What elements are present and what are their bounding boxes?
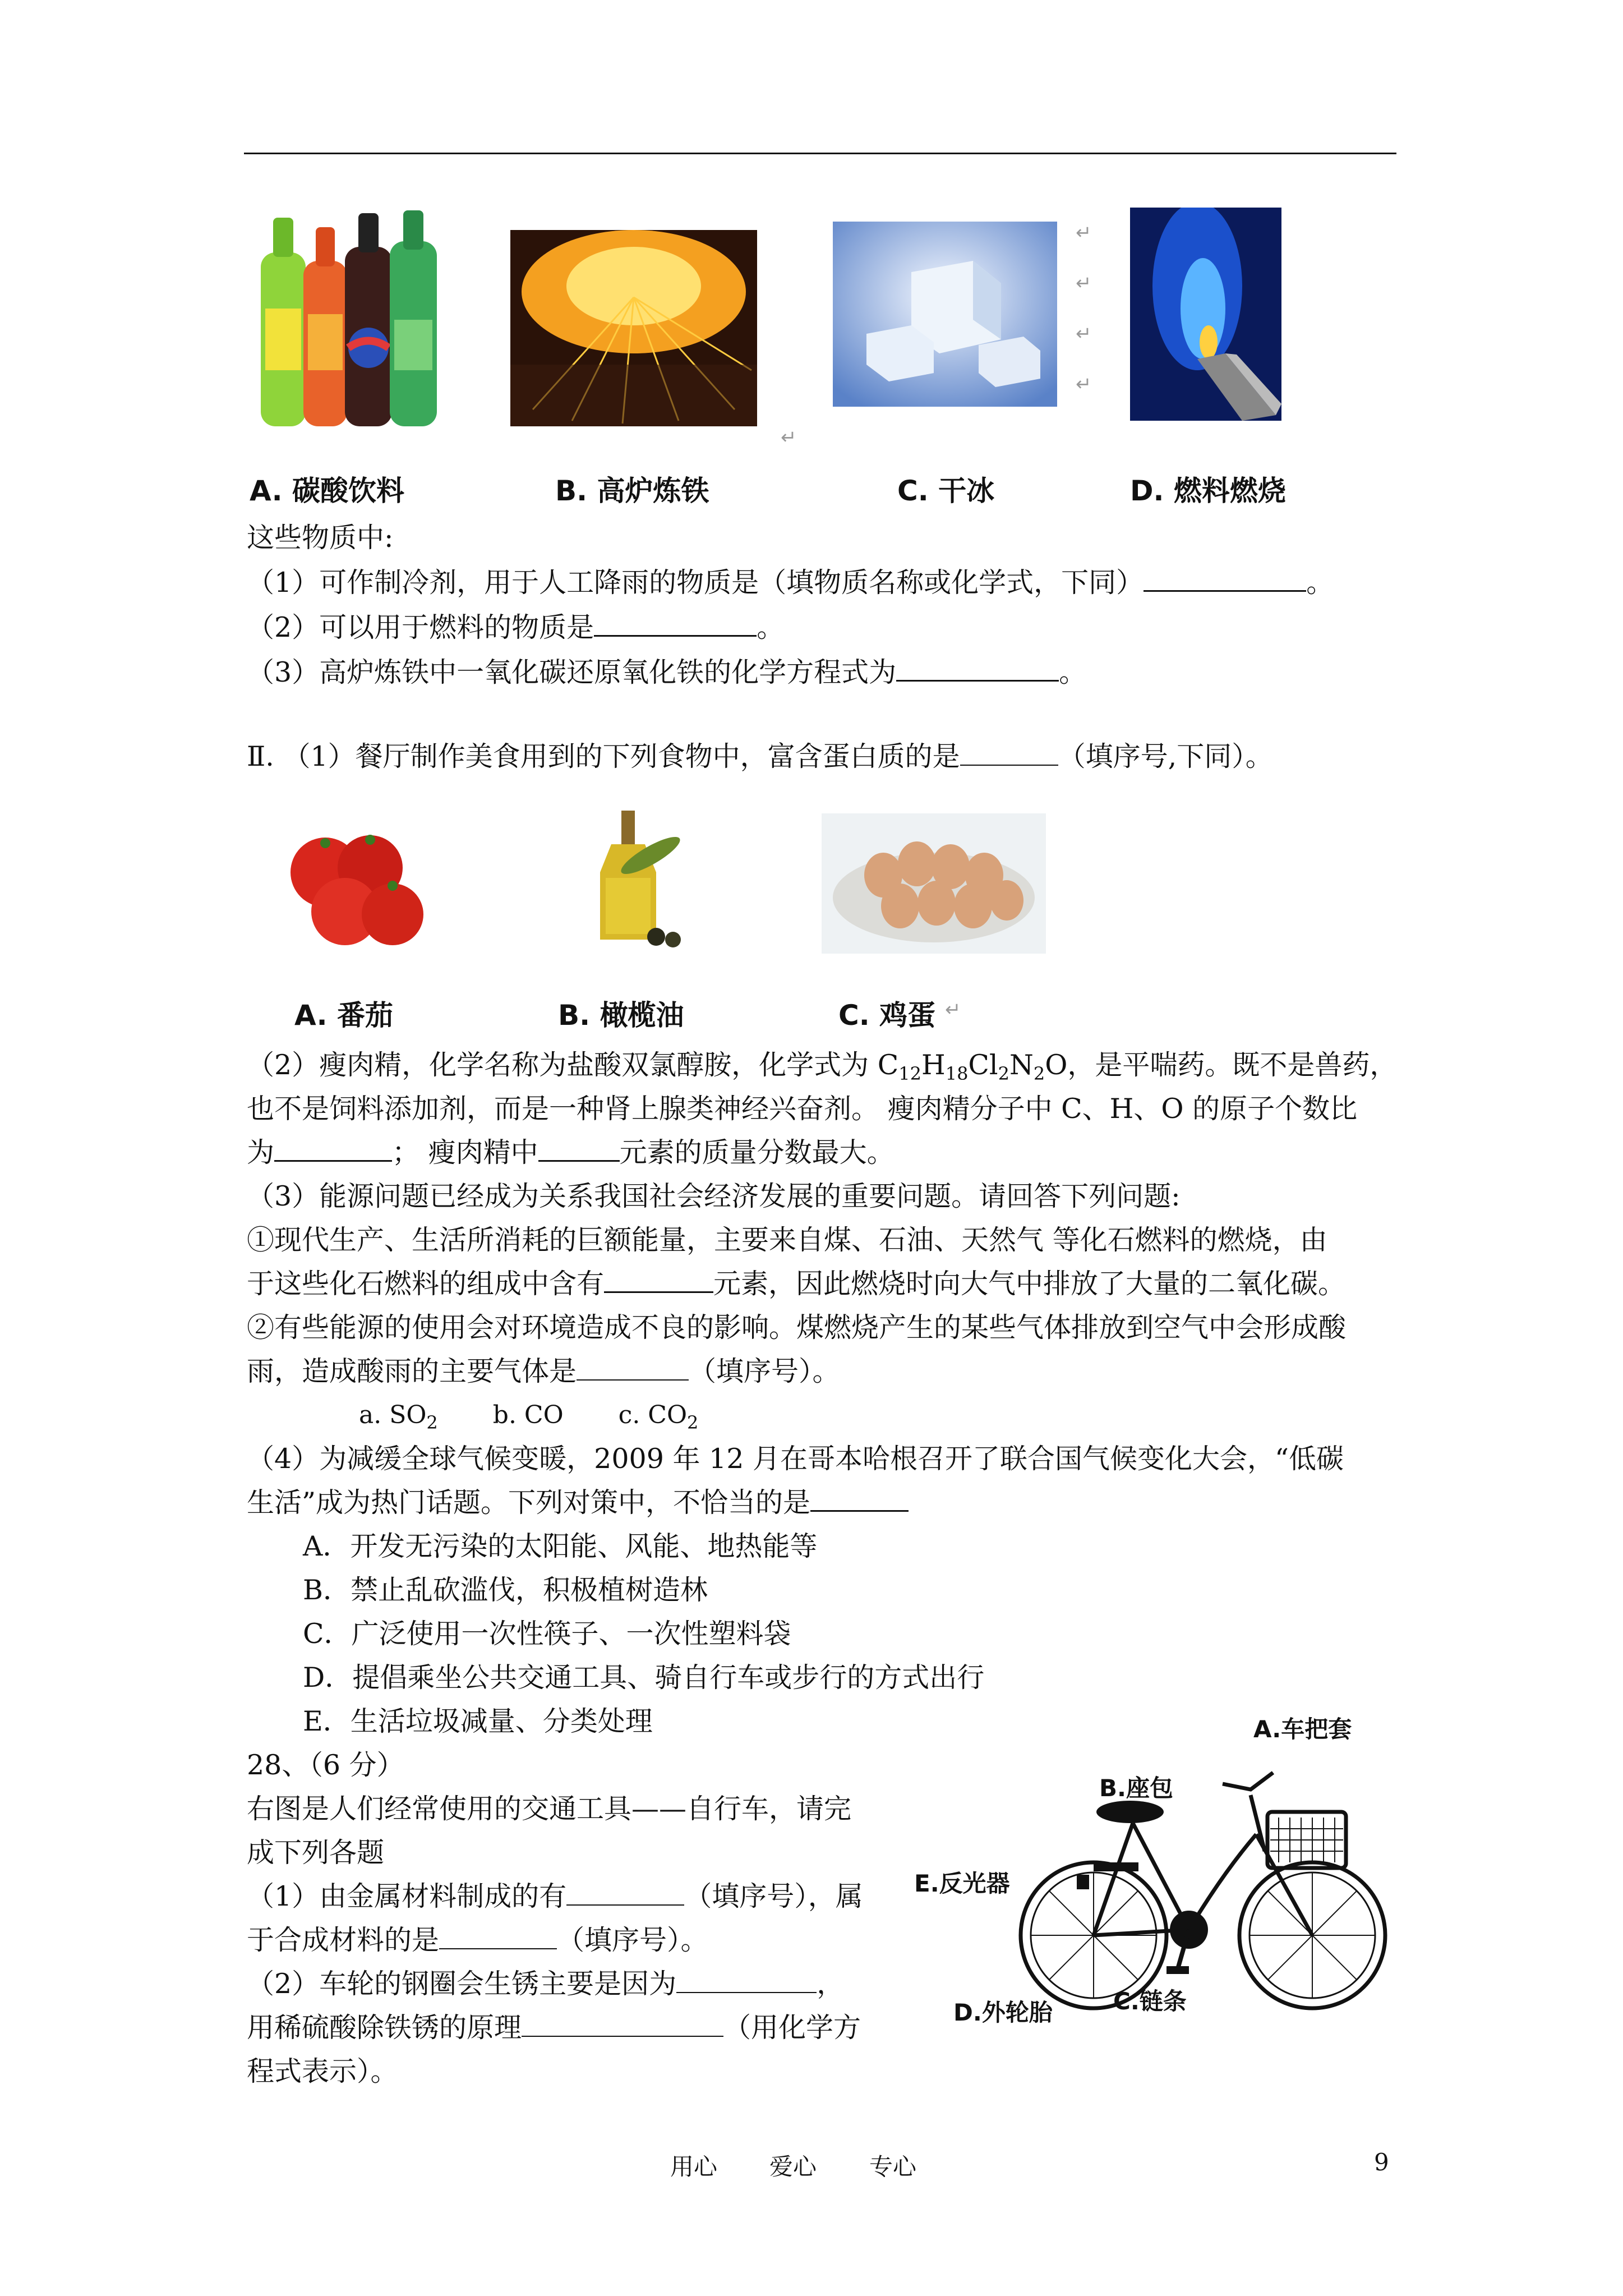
- answer-blank[interactable]: [604, 1267, 713, 1293]
- bike-label-seat: B.座包: [1099, 1774, 1173, 1802]
- option-b-furnace: B. 高炉炼铁: [555, 475, 709, 507]
- part1-q3: （3）高炉炼铁中一氧化碳还原氧化铁的化学方程式为 。: [247, 656, 1087, 688]
- gas-choices: a. $SO_2$ b. CO c. $CO_2$: [359, 1401, 699, 1433]
- paragraph-mark: ↵: [1076, 373, 1092, 395]
- q4-option-a: A．开发无污染的太阳能、风能、地热能等: [303, 1530, 818, 1562]
- option-a-soda: A. 碳酸饮料: [250, 475, 405, 507]
- footer-motto-1: 用心: [670, 2153, 718, 2180]
- part2-q4-line1: （4）为减缓全球气候变暖，2009 年 12 月在哥本哈根召开了联合国气候变化大会，“低碳: [247, 1443, 1344, 1475]
- footer-motto-2: 爱心: [769, 2153, 817, 2180]
- part2-q3-s1-line1: ①现代生产、生活所消耗的巨额能量，主要来自煤、石油、天然气 等化石燃料的燃烧，由: [247, 1224, 1327, 1256]
- soda-bottles-image: [250, 208, 454, 432]
- answer-blank[interactable]: [896, 655, 1059, 682]
- answer-blank[interactable]: [274, 1135, 392, 1162]
- q28-line3: （1）由金属材料制成的有 （填序号），属: [247, 1880, 863, 1912]
- q28-line7: 程式表示）。: [247, 2055, 398, 2087]
- q28-line5: （2）车轮的钢圈会生锈主要是因为 ，: [247, 1968, 845, 2000]
- answer-blank[interactable]: [960, 740, 1058, 766]
- option-c-dry-ice: C. 干冰: [897, 475, 995, 507]
- part2-q2-line1: （2）瘦肉精，化学名称为盐酸双氯醇胺，化学式为 $C_{12}H_{18}Cl_2N_2O$，是平喘药。既不是兽药，: [247, 1049, 1398, 1084]
- q4-option-d: D．提倡乘坐公共交通工具、骑自行车或步行的方式出行: [303, 1662, 985, 1694]
- paragraph-mark: ↵: [781, 426, 797, 449]
- paragraph-mark: ↵: [1076, 222, 1092, 244]
- part2-q2-line2: 也不是饲料添加剂，而是一种肾上腺类神经兴奋剂。 瘦肉精分子中 C、H、O 的原子个数比: [247, 1093, 1358, 1125]
- gas-flame-image: [1130, 208, 1281, 421]
- answer-blank[interactable]: [538, 1135, 620, 1162]
- answer-blank[interactable]: [439, 1924, 557, 1949]
- part1-q1: （1）可作制冷剂，用于人工降雨的物质是（填物质名称或化学式，下同） 。: [247, 567, 1334, 599]
- eggs-image: [822, 813, 1046, 954]
- paragraph-mark: ↵: [1076, 323, 1092, 345]
- answer-blank[interactable]: [594, 610, 757, 637]
- part2-q4-line2: 生活”成为热门话题。下列对策中，不恰当的是: [247, 1481, 909, 1525]
- part2-q3-s2-line2: 雨，造成酸雨的主要气体是 （填序号）。: [247, 1355, 840, 1387]
- paragraph-mark: ↵: [945, 999, 961, 1021]
- part2-q3-line1: （3）能源问题已经成为关系我国社会经济发展的重要问题。请回答下列问题:: [247, 1180, 1181, 1212]
- page-number: 9: [1374, 2148, 1389, 2176]
- q4-option-e: E．生活垃圾减量、分类处理: [303, 1705, 653, 1737]
- header-rule: [244, 153, 1396, 154]
- tomatoes-image: [278, 827, 429, 954]
- q28-heading: 28、（6 分）: [247, 1749, 404, 1781]
- paragraph-mark: ↵: [1076, 272, 1092, 295]
- bike-label-handlebar: A.车把套: [1253, 1715, 1352, 1743]
- option-d-fuel: D. 燃料燃烧: [1130, 475, 1286, 507]
- bicycle-image: [1009, 1728, 1391, 2019]
- bike-label-reflector: E.反光器: [914, 1870, 1010, 1897]
- answer-blank[interactable]: [522, 2011, 723, 2037]
- q4-option-c: C．广泛使用一次性筷子、一次性塑料袋: [303, 1618, 791, 1650]
- part2-q3-s1-line2: 于这些化石燃料的组成中含有 元素，因此燃烧时向大气中排放了大量的二氧化碳。: [247, 1268, 1346, 1300]
- food-option-b: B. 橄榄油: [558, 999, 684, 1032]
- bike-label-chain: C.链条: [1113, 1987, 1187, 2015]
- answer-blank[interactable]: [810, 1485, 909, 1512]
- olive-oil-image: [572, 805, 701, 954]
- part2-q2-line3: 为 ； 瘦肉精中 元素的质量分数最大。: [247, 1137, 895, 1168]
- q28-line1: 右图是人们经常使用的交通工具——自行车，请完: [247, 1793, 852, 1825]
- answer-blank[interactable]: [1144, 565, 1306, 592]
- q28-line2: 成下列各题: [247, 1837, 385, 1869]
- blast-furnace-image: [510, 230, 757, 426]
- q28-line6: 用稀硫酸除铁锈的原理 （用化学方: [247, 2012, 861, 2044]
- food-option-c: C. 鸡蛋: [838, 999, 936, 1032]
- food-option-a: A. 番茄: [294, 999, 394, 1032]
- part1-intro: 这些物质中:: [247, 522, 394, 554]
- answer-blank[interactable]: [577, 1355, 689, 1381]
- bike-label-tire: D.外轮胎: [953, 1999, 1053, 2026]
- dry-ice-image: [833, 222, 1057, 407]
- part1-q2: （2）可以用于燃料的物质是 。: [247, 611, 785, 643]
- answer-blank[interactable]: [566, 1880, 684, 1906]
- footer-motto-3: 专心: [869, 2153, 917, 2180]
- part2-q3-s2-line1: ②有些能源的使用会对环境造成不良的影响。煤燃烧产生的某些气体排放到空气中会形成酸: [247, 1312, 1347, 1343]
- answer-blank[interactable]: [676, 1967, 817, 1993]
- q4-option-b: B．禁止乱砍滥伐，积极植树造林: [303, 1574, 708, 1606]
- part2-q1: Ⅱ. （1）餐厅制作美食用到的下列食物中，富含蛋白质的是 （填序号,下同）。: [247, 740, 1273, 772]
- q28-line4: 于合成材料的是 （填序号）。: [247, 1924, 708, 1956]
